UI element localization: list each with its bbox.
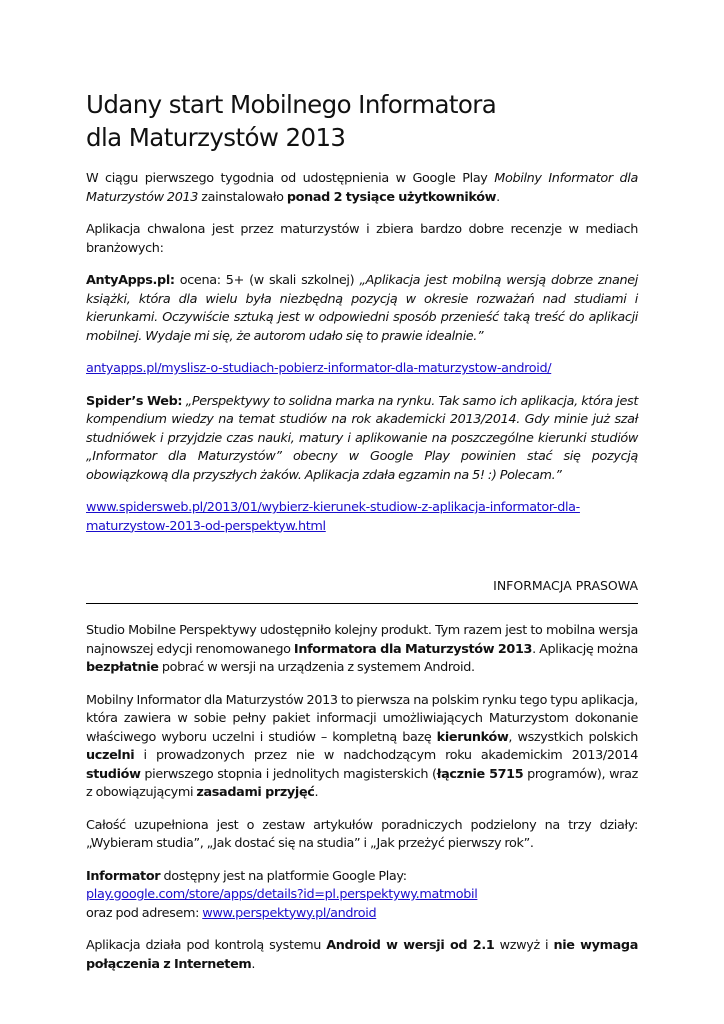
review-quote: „Aplikacja jest mobilną wersją dobrze znanej książki, która dla wielu była niezbędną pozycją w okresie rozważań nad studiami i kierunkami. Oczywiście sztuką jest w odpowiedni sposób przenieść taką treść do aplikacji mobilnej. Wydaje mi się, że autorom udało się to prawie idealnie.” (86, 273, 639, 344)
body-bold: kierunków (436, 729, 509, 745)
title-line-2: dla Maturzystów 2013 (86, 123, 346, 152)
title-line-1: Udany start Mobilnego Informatora (86, 90, 497, 119)
body-paragraph-1 (86, 622, 638, 678)
body-text: pobrać w wersji na urządzenia z systemem Android. (158, 660, 475, 675)
review-antyapps (86, 272, 638, 346)
body-paragraph-2 (86, 692, 638, 803)
review-quote: „Perspektywy to solidna marka na rynku. Tak samo ich aplikacja, która jest kompendium wiedzy na temat studiów na rok akademicki 2013/2014. Gdy minie już szał studniówek i przyjdzie czas nauki, matury i aplikowanie na poszczególne kierunki studiów „Informator dla Maturzystów” obecny w Google Play powinien stać się pozycją obowiązkową dla przyszłych żaków. Aplikacja zdała egzamin na 5! :) Polecam.” (86, 393, 639, 483)
body-text: dostępny jest na platformie Google Play: (160, 868, 407, 884)
app-name: Mobilny Informator dla Maturzystów 2013 (86, 171, 639, 205)
body-bold: Informatora dla Maturzystów 2013 (293, 641, 533, 657)
body-text: . (314, 785, 319, 800)
praise-paragraph: Aplikacja chwalona jest przez maturzystów i zbiera bardzo dobre recenzje w mediach branżowych: (86, 222, 638, 256)
link-line: www.spidersweb.pl/2013/01/wybierz-kierunek-studiow-z-aplikacja-informator-dla- (86, 500, 580, 515)
perspektywy-link[interactable]: www.perspektywy.pl/android (202, 905, 377, 921)
antyapps-link[interactable]: antyapps.pl/myslisz-o-studiach-pobierz-informator-dla-maturzystow-android/ (86, 361, 552, 376)
body-bold: Android w wersji od 2.1 (326, 938, 495, 953)
body-text: Aplikacja działa pod kontrolą systemu (86, 938, 327, 953)
body-paragraph-5 (86, 937, 638, 974)
body-bold: uczelni (86, 748, 135, 763)
spidersweb-link[interactable] (86, 499, 638, 536)
google-play-link[interactable]: play.google.com/store/apps/details?id=pl.perspektywy.matmobil (86, 887, 478, 902)
body-text: , wszystkich polskich (508, 729, 638, 745)
intro-text: zainstalowało (198, 189, 287, 205)
body-paragraph-3: Całość uzupełniona jest o zestaw artykułów poradniczych podzielony na trzy działy: „Wybieram studia”, „Jak dostać się na studia” i „Jak przeżyć pierwszy rok”. (86, 817, 638, 851)
body-bold: studiów (86, 766, 141, 782)
review-rating: ocena: 5+ (w skali szkolnej) (174, 273, 360, 288)
body-text: oraz pod adresem: (86, 905, 203, 921)
body-text: pierwszego stopnia i jednolitych magisterskich ( (140, 766, 437, 782)
divider (86, 603, 638, 604)
body-bold: zasadami przyjęć (196, 785, 315, 800)
link-line: maturzystow-2013-od-perspektyw.html (86, 518, 326, 534)
body-bold: łącznie 5715 (436, 766, 524, 782)
intro-paragraph (86, 170, 638, 207)
body-bold: bezpłatnie (86, 660, 159, 675)
press-release-label: INFORMACJA PRASOWA (493, 578, 638, 593)
body-bold: Informator (86, 868, 161, 884)
intro-text: W ciągu pierwszego tygodnia od udostępnienia w Google Play (86, 171, 495, 186)
body-text: Mobilny Informator dla Maturzystów 2013 to pierwsza na polskim rynku tego typu aplikacja, która zawiera w sobie pełny pakiet informacji umożliwiających Maturzystom dokonanie właściwego wyboru uczelni i studiów – kompletną bazę (86, 692, 639, 745)
body-text: . (251, 956, 256, 972)
review-source: Spider’s Web: (86, 393, 183, 409)
body-text: programów), wraz z obowiązującymi (86, 766, 638, 800)
body-text: i prowadzonych przez nie w nadchodzącym roku akademickim 2013/2014 (134, 748, 638, 763)
review-antyapps-link-paragraph (86, 360, 638, 379)
body-text: Studio Mobilne Perspektywy udostępniło kolejny produkt. Tym razem jest to mobilna wersja najnowszej edycji renomowanego (86, 623, 638, 657)
document-page (86, 88, 638, 988)
review-spidersweb-link-paragraph (86, 499, 638, 536)
user-count: ponad 2 tysiące użytkowników (286, 189, 497, 205)
body-bold: nie wymaga połączenia z Internetem (86, 938, 638, 972)
intro-text: . (496, 189, 500, 205)
body-text: wzwyż i (494, 938, 554, 953)
page-title (86, 88, 638, 154)
body-paragraph-4 (86, 868, 638, 924)
body-text: . Aplikację można (532, 641, 638, 657)
review-spidersweb (86, 393, 638, 486)
review-source: AntyApps.pl: (86, 273, 175, 288)
